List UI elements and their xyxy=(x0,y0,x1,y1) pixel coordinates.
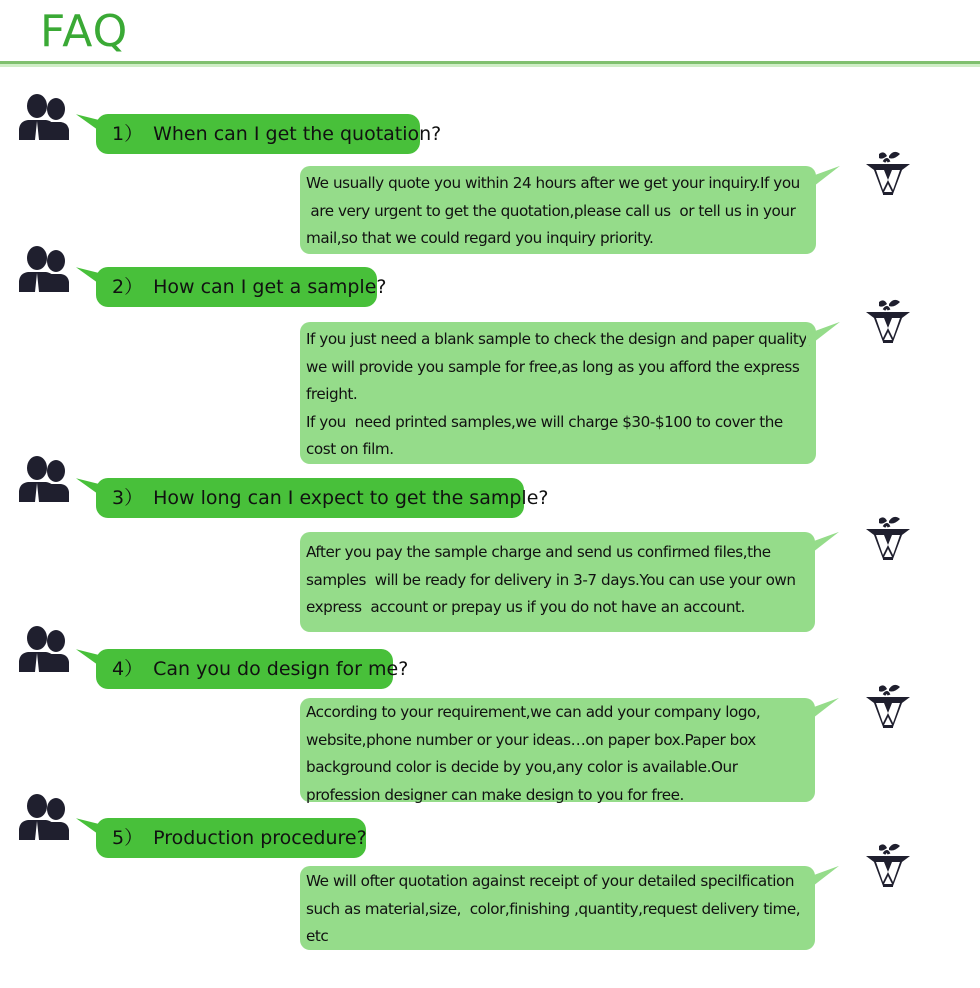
people-icon xyxy=(12,246,76,292)
faq-answer-3 xyxy=(300,532,815,632)
faq-question-3 xyxy=(96,478,549,518)
title-divider-shadow xyxy=(0,64,980,67)
company-logo-icon xyxy=(862,150,914,196)
answer-line: We usually quote you within 24 hours after we get your inquiry.If you xyxy=(306,174,800,192)
faq-question-5 xyxy=(96,818,366,858)
answer-line: samples will be ready for delivery in 3-7 days.You can use your own xyxy=(306,570,796,589)
question-text: How can I get a sample? xyxy=(153,276,387,298)
people-icon xyxy=(12,94,76,140)
question-text: Can you do design for me? xyxy=(153,658,409,680)
answer-line: If you need printed samples,we will charge $30-$100 to cover the xyxy=(306,412,783,431)
question-text: How long can I expect to get the sample? xyxy=(153,487,549,509)
question-text: When can I get the quotation? xyxy=(153,123,442,145)
answer-line: website,phone number or your ideas…on paper box.Paper box xyxy=(306,730,756,749)
faq-answer-2 xyxy=(300,322,816,464)
answer-line: express account or prepay us if you do not have an account. xyxy=(306,598,745,616)
answer-line: If you just need a blank sample to check the design and paper quality, xyxy=(306,330,812,348)
company-logo-icon xyxy=(862,842,914,888)
company-logo-icon xyxy=(862,298,914,344)
answer-line: are very urgent to get the quotation,please call us or tell us in your xyxy=(306,201,796,220)
people-icon xyxy=(12,456,76,502)
question-number: 4） xyxy=(112,658,144,680)
question-number: 2） xyxy=(112,276,144,298)
answer-line: We will ofter quotation against receipt of your detailed specilfication xyxy=(306,872,795,890)
question-text: Production procedure? xyxy=(153,827,367,849)
question-number: 3） xyxy=(112,487,144,509)
page-title: FAQ xyxy=(40,6,129,57)
company-logo-icon xyxy=(862,515,914,561)
answer-line: cost on film. xyxy=(306,440,394,458)
people-icon xyxy=(12,626,76,672)
answer-line: freight. xyxy=(306,385,358,403)
faq-answer-5 xyxy=(300,866,815,950)
answer-line: we will provide you sample for free,as long as you afford the express xyxy=(306,357,800,376)
faq-answer-4 xyxy=(300,698,815,802)
answer-line: mail,so that we could regard you inquiry priority. xyxy=(306,229,654,247)
answer-line: profession designer can make design to you for free. xyxy=(306,785,684,804)
faq-question-4 xyxy=(96,649,409,689)
answer-line: background color is decide by you,any color is available.Our xyxy=(306,758,738,776)
answer-line: such as material,size, color,finishing ,quantity,request delivery time, xyxy=(306,899,801,918)
faq-question-1 xyxy=(96,114,442,154)
answer-line: etc xyxy=(306,927,329,945)
people-icon xyxy=(12,794,76,840)
faq-question-2 xyxy=(96,267,387,307)
question-number: 5） xyxy=(112,827,144,849)
answer-line: According to your requirement,we can add your company logo, xyxy=(306,703,761,721)
company-logo-icon xyxy=(862,683,914,729)
faq-answer-1 xyxy=(300,166,816,254)
question-number: 1） xyxy=(112,123,144,145)
answer-line: After you pay the sample charge and send us confirmed files,the xyxy=(306,543,771,561)
